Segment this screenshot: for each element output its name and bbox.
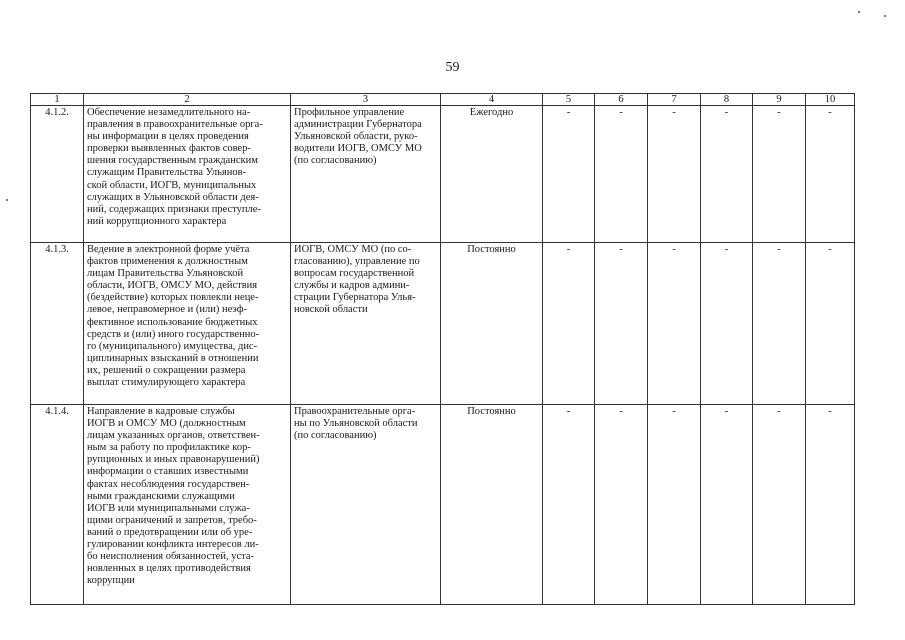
table-row bbox=[31, 405, 855, 605]
item-description: Ведение в электронной форме учёта фактов применения к должностным лицам Правительства Ульяновской области, ИОГВ, ОМСУ МО, действия (бездействие) которых повлекли неце- левое, неправомерное и (или) неэф- фективное использование бюджетных средств и (или) иного государственно- го (муниципального) имущества, дис- циплинарных взысканий в отношении их, решений о сокращении размера выплат стимулирующего характера bbox=[84, 243, 291, 405]
scan-speck bbox=[6, 199, 8, 201]
item-value: - bbox=[648, 405, 701, 605]
item-description: Обеспечение незамедлительного на- правления в правоохранительные орга- ны информации в целях проведения проверки выявленных фактов совер- шения государственным гражданским служащим Правительства Ульянов- ской области, ИОГВ, муниципальных служащих в Ульяновской области дея- ний, содержащих признаки преступле- ний коррупционного характера bbox=[84, 106, 291, 243]
item-value: - bbox=[543, 106, 595, 243]
item-value: - bbox=[595, 405, 648, 605]
item-value: - bbox=[806, 405, 855, 605]
column-header: 8 bbox=[701, 94, 753, 106]
item-term: Постоянно bbox=[441, 405, 543, 605]
item-value: - bbox=[753, 405, 806, 605]
item-value: - bbox=[648, 106, 701, 243]
item-value: - bbox=[595, 243, 648, 405]
column-header: 5 bbox=[543, 94, 595, 106]
table-row bbox=[31, 243, 855, 405]
item-value: - bbox=[701, 243, 753, 405]
page-number: 59 bbox=[445, 60, 460, 75]
column-numbers-row bbox=[31, 94, 855, 106]
item-value: - bbox=[648, 243, 701, 405]
column-header: 4 bbox=[441, 94, 543, 106]
item-value: - bbox=[806, 243, 855, 405]
scan-speck bbox=[858, 11, 860, 13]
item-responsible: Правоохранительные орга- ны по Ульяновской области (по согласованию) bbox=[291, 405, 441, 605]
item-value: - bbox=[701, 106, 753, 243]
item-value: - bbox=[806, 106, 855, 243]
item-value: - bbox=[753, 243, 806, 405]
column-header: 10 bbox=[806, 94, 855, 106]
item-value: - bbox=[543, 405, 595, 605]
item-value: - bbox=[753, 106, 806, 243]
column-header: 3 bbox=[291, 94, 441, 106]
item-value: - bbox=[543, 243, 595, 405]
scan-speck bbox=[884, 15, 886, 17]
column-header: 9 bbox=[753, 94, 806, 106]
item-number: 4.1.4. bbox=[31, 405, 84, 605]
table-row bbox=[31, 106, 855, 243]
item-term: Ежегодно bbox=[441, 106, 543, 243]
item-number: 4.1.3. bbox=[31, 243, 84, 405]
item-value: - bbox=[701, 405, 753, 605]
column-header: 6 bbox=[595, 94, 648, 106]
item-responsible: Профильное управление администрации Губернатора Ульяновской области, руко- водители ИОГВ, ОМСУ МО (по согласованию) bbox=[291, 106, 441, 243]
item-number: 4.1.2. bbox=[31, 106, 84, 243]
item-responsible: ИОГВ, ОМСУ МО (по со- гласованию), управление по вопросам государственной службы и кадров админи- страции Губернатора Улья- новской области bbox=[291, 243, 441, 405]
item-term: Постоянно bbox=[441, 243, 543, 405]
measures-table bbox=[30, 93, 855, 605]
column-header: 7 bbox=[648, 94, 701, 106]
column-header: 2 bbox=[84, 94, 291, 106]
item-value: - bbox=[595, 106, 648, 243]
column-header: 1 bbox=[31, 94, 84, 106]
item-description: Направление в кадровые службы ИОГВ и ОМСУ МО (должностным лицам указанных органов, ответствен- ным за работу по профилактике кор- рупционных и иных правонарушений) информации о ставших известными фактах несоблюдения государствен- ными гражданскими служащими ИОГВ или муниципальными служа- щими ограничений и запретов, требо- ваний о предотвращении или об уре- гулировании конфликта интересов ли- бо неисполнения обязанностей, уста- новленных в целях противодействия коррупции bbox=[84, 405, 291, 605]
